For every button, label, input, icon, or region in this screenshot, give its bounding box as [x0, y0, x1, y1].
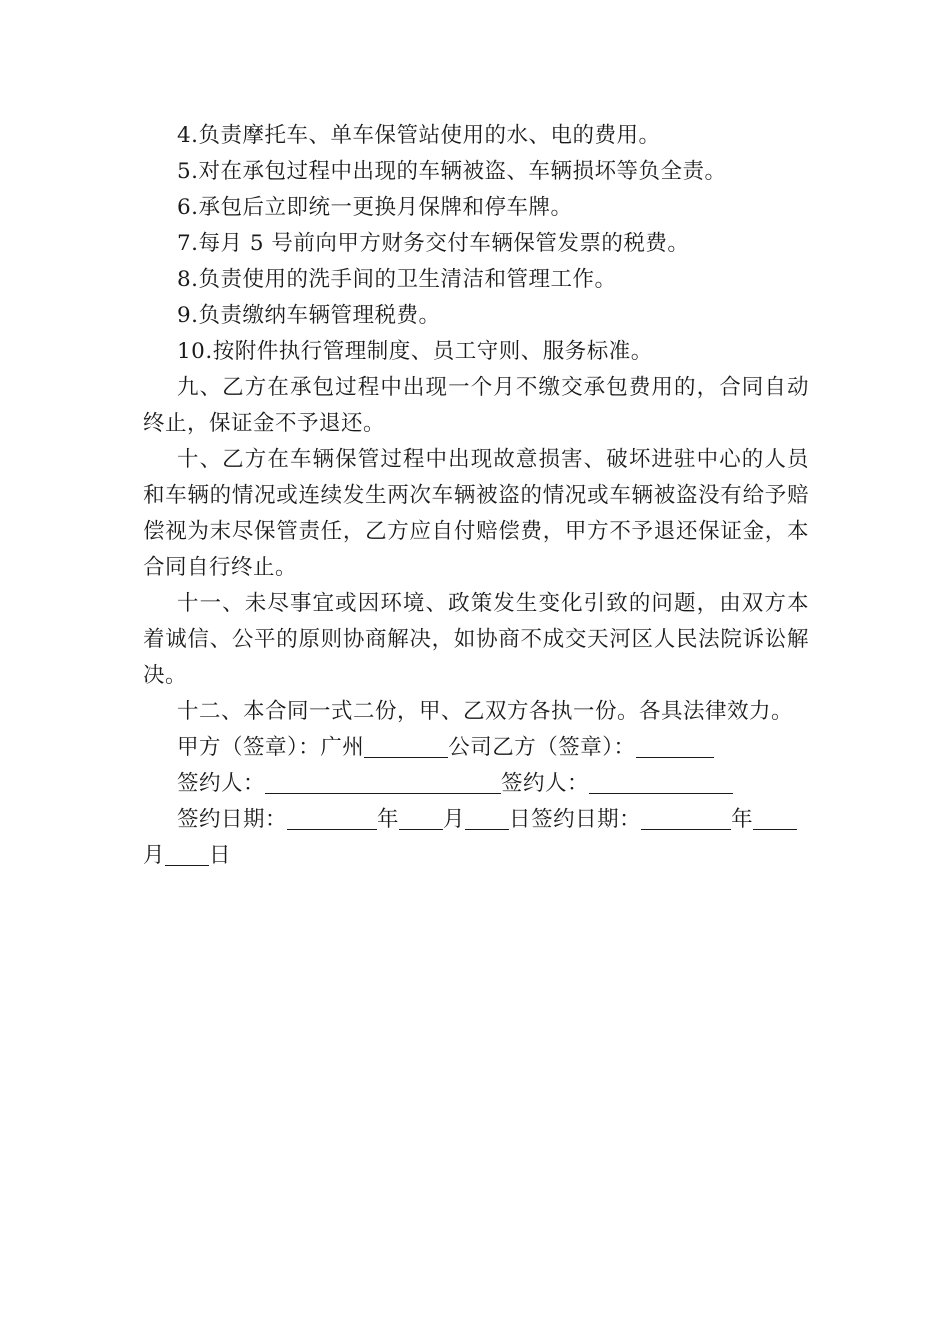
clause-ten: 十、乙方在车辆保管过程中出现故意损害、破坏进驻中心的人员和车辆的情况或连续发生两次车辆被盗的情况或车辆被盗没有给予赔偿视为末尽保管责任，乙方应自付赔偿费，甲方不予退还保证金，本合同自行终止。: [143, 447, 809, 580]
party-b-label: 乙方（签章）：: [492, 735, 636, 760]
date-label-b: 签约日期：: [531, 807, 642, 832]
month-label: 月: [143, 843, 166, 868]
day-label: 日: [209, 843, 232, 868]
signer-a-blank[interactable]: [265, 769, 501, 794]
signer-line: [143, 766, 809, 802]
list-item: 10.按附件执行管理制度、员工守则、服务标准。: [177, 339, 653, 364]
month-a-blank[interactable]: [399, 805, 443, 830]
list-item: 6.承包后立即统一更换月保牌和停车牌。: [177, 195, 573, 220]
year-label: 年: [377, 807, 400, 832]
day-b-blank[interactable]: [165, 841, 209, 866]
day-label: 日: [509, 807, 532, 832]
company-name-blank[interactable]: [364, 733, 448, 758]
signature-party-line: [143, 730, 809, 766]
month-label: 月: [443, 807, 466, 832]
list-item: 9.负责缴纳车辆管理税费。: [177, 303, 441, 328]
list-item: 7.每月 5 号前向甲方财务交付车辆保管发票的税费。: [177, 231, 690, 256]
year-a-blank[interactable]: [287, 805, 377, 830]
clause-twelve: 十二、本合同一式二份，甲、乙双方各执一份。各具法律效力。: [177, 699, 794, 724]
company-suffix: 公司: [448, 735, 493, 760]
party-a-label: 甲方（签章）：广州: [177, 735, 365, 760]
list-item: 4.负责摩托车、单车保管站使用的水、电的费用。: [177, 123, 661, 148]
party-b-blank[interactable]: [636, 733, 714, 758]
date-line: [143, 802, 809, 838]
signer-b-blank[interactable]: [589, 769, 733, 794]
day-a-blank[interactable]: [465, 805, 509, 830]
list-item: 5.对在承包过程中出现的车辆被盗、车辆损坏等负全责。: [177, 159, 727, 184]
month-b-blank-1[interactable]: [753, 805, 797, 830]
signer-label-a: 签约人：: [177, 771, 266, 796]
signer-label-b: 签约人：: [501, 771, 590, 796]
clause-nine: 九、乙方在承包过程中出现一个月不缴交承包费用的，合同自动终止，保证金不予退还。: [143, 375, 809, 436]
list-item: 8.负责使用的洗手间的卫生清洁和管理工作。: [177, 267, 617, 292]
contract-body: [143, 118, 809, 874]
year-label: 年: [731, 807, 754, 832]
date-line-continued: [143, 838, 809, 874]
date-label-a: 签约日期：: [177, 807, 288, 832]
year-b-blank[interactable]: [641, 805, 731, 830]
clause-eleven: 十一、未尽事宜或因环境、政策发生变化引致的问题，由双方本着诚信、公平的原则协商解决，如协商不成交天河区人民法院诉讼解决。: [143, 591, 809, 688]
